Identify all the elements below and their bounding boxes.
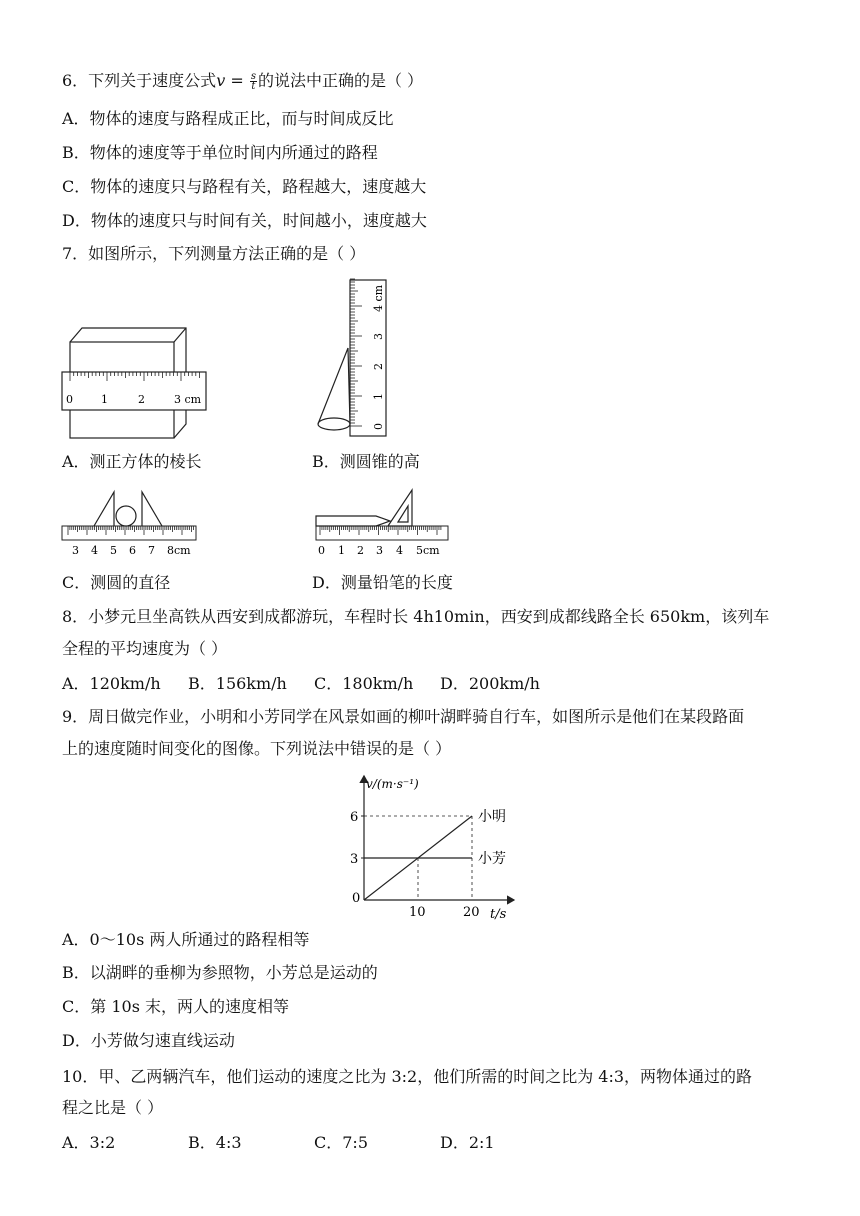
q6-stem: [62, 70, 423, 92]
q8-option-c: C．180km/h: [314, 674, 414, 693]
ruler-label-1: 1: [101, 393, 108, 406]
q7-stem: 7．如图所示，下列测量方法正确的是（ ）: [62, 244, 366, 263]
ruler-b-label-1: 1: [372, 393, 385, 400]
ruler-c-label-4: 4: [91, 544, 98, 557]
q6-stem-after: 的说法中正确的是（ ）: [257, 71, 424, 90]
circle-shape: [116, 506, 136, 526]
q7-caption-a: A．测正方体的棱长: [62, 452, 202, 471]
ruler-b-label-0: 0: [372, 423, 385, 430]
ruler-b-label-4cm: 4 cm: [372, 284, 385, 312]
q9-line2: 上的速度随时间变化的图像。下列说法中错误的是（ ）: [62, 739, 452, 758]
q10-line2: 程之比是（ ）: [62, 1098, 164, 1117]
q6-option-c: C．物体的速度只与路程有关，路程越大，速度越大: [62, 177, 427, 196]
q10-options: [62, 1132, 495, 1154]
q8-line2: 全程的平均速度为（ ）: [62, 639, 228, 658]
ruler-d-label-1: 1: [338, 544, 345, 557]
q8-option-b: B．156km/h: [188, 674, 287, 693]
x-axis-label: t/s: [490, 907, 507, 920]
ruler-b-label-3: 3: [372, 333, 385, 340]
q7-figure-a: [60, 320, 210, 440]
series-label-0: 小明: [478, 809, 506, 825]
q6-option-b: B．物体的速度等于单位时间内所通过的路程: [62, 143, 378, 162]
ruler-c-label-6: 6: [129, 544, 136, 557]
q7-caption-b: B．测圆锥的高: [312, 452, 420, 471]
ruler-label-3cm: 3 cm: [174, 393, 202, 406]
q7-figure-b: [310, 278, 400, 442]
q6-formula-num: s: [250, 71, 256, 82]
x-tick-label: 10: [409, 905, 426, 920]
q6-option-a: A．物体的速度与路程成正比，而与时间成反比: [62, 109, 394, 128]
q7-figure-c: [60, 488, 200, 560]
x-tick-label: 0: [352, 891, 361, 906]
ruler-b-label-2: 2: [372, 363, 385, 370]
q6-option-d: D．物体的速度只与时间有关，时间越小，速度越大: [62, 211, 427, 230]
q8-line1: 8．小梦元旦坐高铁从西安到成都游玩，车程时长 4h10min，西安到成都线路全长 650km，该列车: [62, 607, 770, 626]
q7-caption-d: D．测量铅笔的长度: [312, 573, 453, 592]
q9-option-a: A．0～10s 两人所通过的路程相等: [62, 930, 310, 949]
velocity-time-chart: [330, 768, 530, 920]
q8-option-d: D．200km/h: [440, 674, 540, 693]
q6-formula-eq: =: [225, 71, 249, 90]
ruler-d-label-5cm: 5cm: [416, 544, 440, 557]
q6-formula-v: v: [216, 71, 226, 90]
q7-figure-d: [312, 486, 452, 560]
ruler-c-label-5: 5: [110, 544, 117, 557]
ruler-label-2: 2: [138, 393, 145, 406]
q6-formula-fraction: [250, 72, 257, 91]
q6-formula-den: t: [251, 81, 256, 92]
q6-stem-before: 6．下列关于速度公式: [62, 71, 217, 90]
y-tick-label: 6: [350, 810, 359, 825]
q9-option-d: D．小芳做匀速直线运动: [62, 1031, 235, 1050]
q10-option-d: D．2:1: [440, 1133, 495, 1152]
q10-option-c: C．7:5: [314, 1133, 368, 1152]
left-triangle: [94, 492, 114, 526]
ruler-d-label-4: 4: [396, 544, 403, 557]
q10-option-a: A．3:2: [62, 1133, 116, 1152]
ruler-c-label-8cm: 8cm: [167, 544, 191, 557]
q10-line1: 10．甲、乙两辆汽车，他们运动的速度之比为 3:2，他们所需的时间之比为 4:3，两物体通过的路: [62, 1067, 753, 1086]
q9-option-c: C．第 10s 末，两人的速度相等: [62, 997, 289, 1016]
y-axis-label: v/(m·s⁻¹): [366, 777, 419, 791]
q10-option-b: B．4:3: [188, 1133, 242, 1152]
pencil-shape: [316, 516, 390, 526]
series-label-1: 小芳: [478, 851, 506, 867]
x-tick-label: 20: [463, 905, 480, 920]
ruler-d-label-3: 3: [376, 544, 383, 557]
q9-line1: 9．周日做完作业，小明和小芳同学在风景如画的柳叶湖畔骑自行车，如图所示是他们在某段路面: [62, 707, 745, 726]
cone-shape: [318, 348, 350, 430]
y-tick-label: 3: [350, 852, 359, 867]
ruler-c-label-7: 7: [148, 544, 155, 557]
ruler-d-label-0: 0: [318, 544, 325, 557]
q7-caption-c: C．测圆的直径: [62, 573, 171, 592]
ruler-c-label-3: 3: [72, 544, 79, 557]
ruler-d-label-2: 2: [357, 544, 364, 557]
q8-option-a: A．120km/h: [62, 674, 161, 693]
q9-option-b: B．以湖畔的垂柳为参照物，小芳总是运动的: [62, 963, 378, 982]
right-triangle: [142, 492, 162, 526]
q8-options: [62, 673, 540, 695]
ruler-label-0: 0: [66, 393, 73, 406]
